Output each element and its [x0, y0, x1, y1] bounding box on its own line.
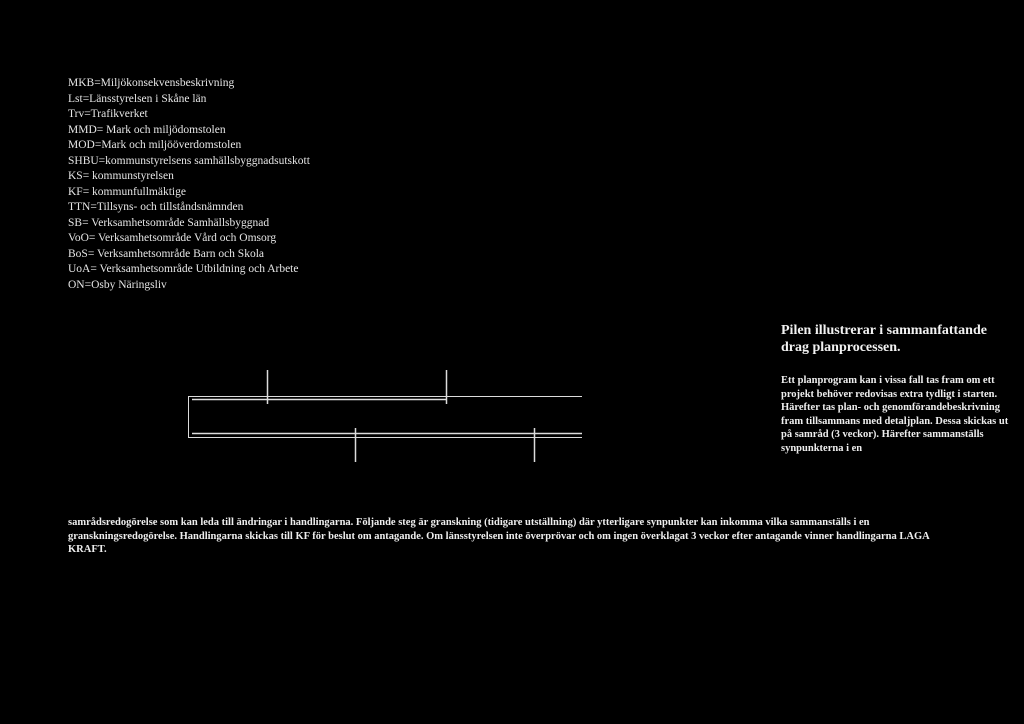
abbreviation-item: UoA= Verksamhetsområde Utbildning och Arbete: [68, 263, 299, 275]
abbreviation-item: VoO= Verksamhetsområde Vård och Omsorg: [68, 232, 277, 244]
abbreviation-item: TTN=Tillsyns- och tillståndsnämnden: [68, 201, 244, 213]
abbreviation-item: MKB=Miljökonsekvensbeskrivning: [68, 77, 235, 89]
abbreviation-item: ON=Osby Näringsliv: [68, 278, 167, 291]
abbreviation-item: KF= kommunfullmäktige: [68, 185, 186, 198]
arrow-explanation-title: Pilen illustrerar i sammanfattande drag planprocessen.: [781, 323, 987, 355]
process-description: samrådsredogörelse som kan leda till ändringar i handlingarna. Följande steg är granskning (tidigare utställning) där ytterligare synpunkter kan inkomma vilka sammanställs i en granskningsredogörelse. Handlingarna skickas till KF för beslut om antagande. Om länsstyrelsen inte överprövar och om ingen överklagat 3 veckor efter antagande vinner handlingarna LAGA KRAFT.: [68, 517, 930, 556]
arrow-explanation: [781, 322, 1013, 456]
abbreviation-item: KS= kommunstyrelsen: [68, 170, 174, 182]
abbreviation-item: MMD= Mark och miljödomstolen: [68, 123, 226, 136]
abbreviation-item: Lst=Länsstyrelsen i Skåne län: [68, 92, 207, 105]
arrow-explanation-body: Ett planprogram kan i vissa fall tas fram om ett projekt behöver redovisas extra tydligt i starten. Härefter tas plan- och genomförandebeskrivning fram tillsammans med detaljplan. Dessa skickas ut på samråd (3 veckor). Härefter sammanställs synpunkterna i en: [781, 375, 1009, 454]
abbreviation-item: SB= Verksamhetsområde Samhällsbyggnad: [68, 216, 270, 229]
abbreviation-item: BoS= Verksamhetsområde Barn och Skola: [68, 247, 264, 260]
abbreviation-item: SHBU=kommunstyrelsens samhällsbyggnadsutskott: [68, 154, 310, 167]
abbreviation-item: MOD=Mark och miljööverdomstolen: [68, 139, 242, 151]
abbreviation-item: Trv=Trafikverket: [68, 108, 148, 120]
